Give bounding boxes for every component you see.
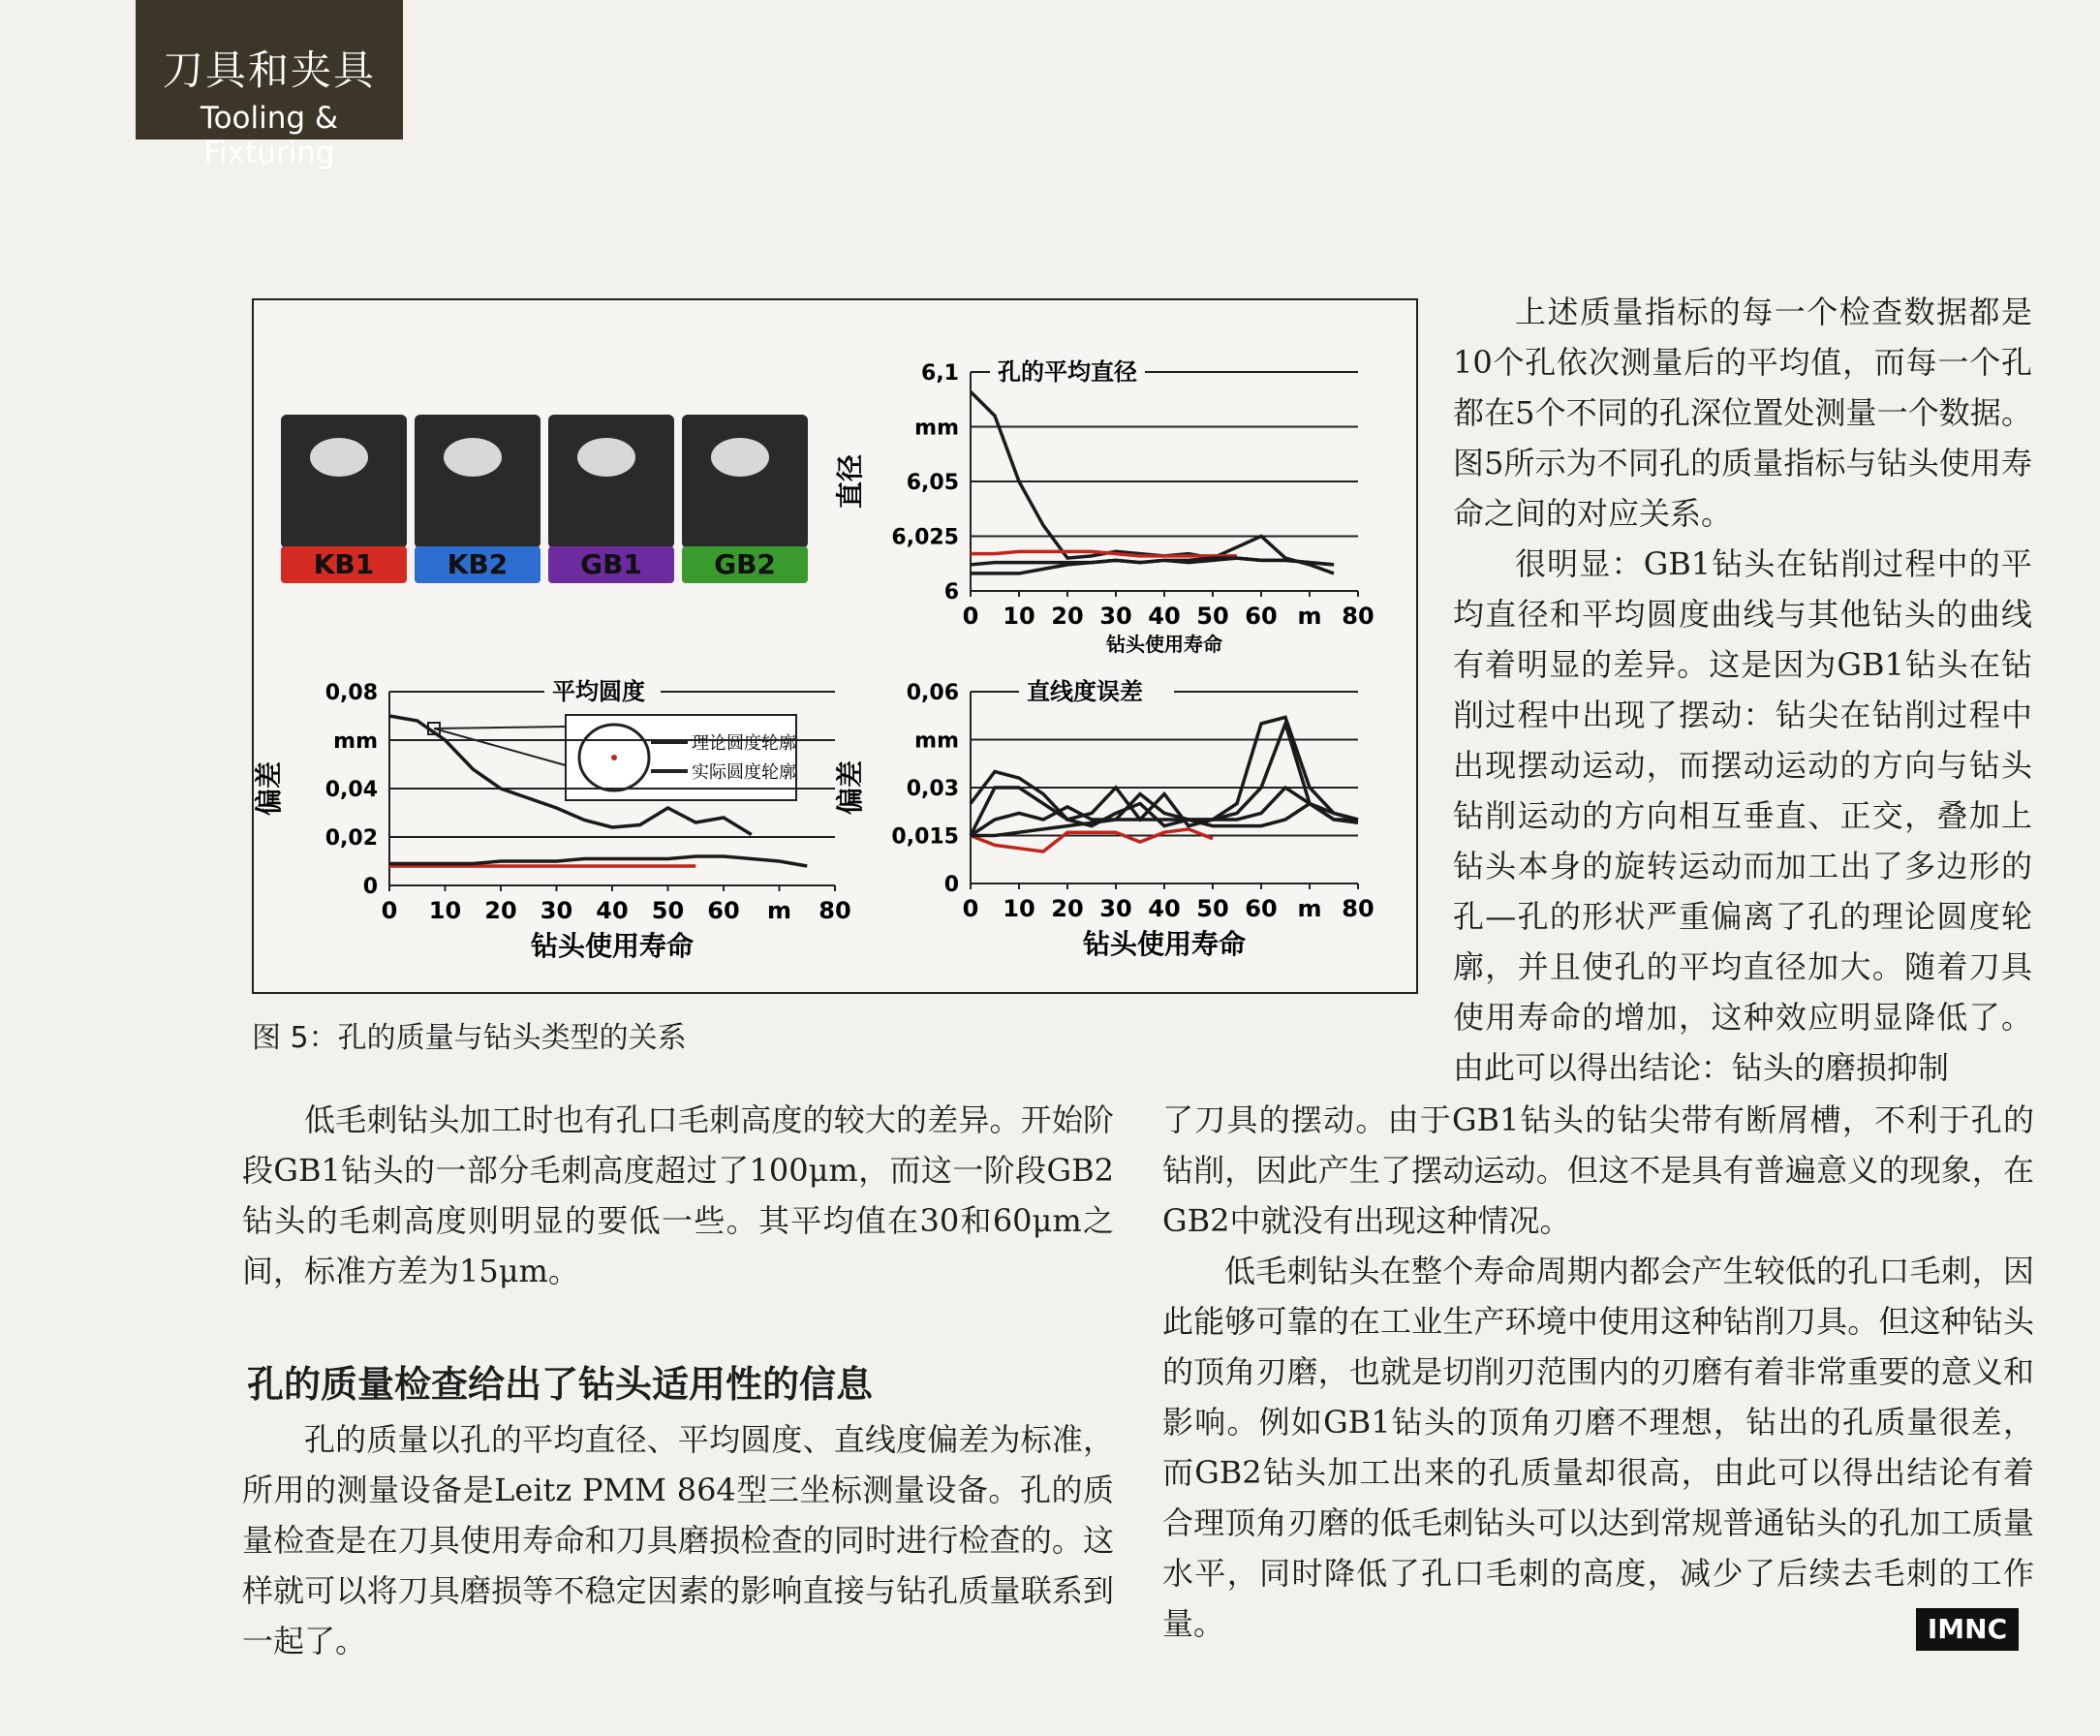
y-axis-label: 直径	[834, 453, 866, 510]
left-column-top	[242, 1095, 1114, 1296]
x-tick-label: 0	[962, 895, 979, 922]
drill-image-gb2	[682, 415, 808, 583]
x-tick-label: 30	[1099, 603, 1132, 630]
x-tick-label: 60	[1245, 895, 1278, 922]
chart-1	[834, 356, 1374, 656]
x-axis-label: 钻头使用寿命	[1106, 633, 1222, 656]
x-tick-label: 10	[428, 897, 462, 924]
right-column-bottom	[1162, 1095, 2034, 1649]
x-tick-label: 0	[962, 603, 979, 630]
x-tick-label: 60	[1245, 603, 1278, 630]
x-axis-label: 钻头使用寿命	[1082, 928, 1247, 960]
y-axis-label: 偏差	[834, 760, 866, 816]
x-tick-label: 80	[1342, 603, 1374, 630]
section-title: 孔的质量检查给出了钻头适用性的信息	[247, 1363, 874, 1406]
figure-svg	[254, 300, 1416, 992]
paragraph: 孔的质量以孔的平均直径、平均圆度、直线度偏差为标准，所用的测量设备是Leitz PMM 864型三坐标测量设备。孔的质量检查是在刀具使用寿命和刀具磨损检查的同时进行检查的。这样就可以将刀具磨损等不稳定因素的影响直接与钻孔质量联系到一起了。	[242, 1421, 1114, 1659]
series-line-1	[971, 391, 1334, 574]
y-tick-label: 0,03	[906, 777, 959, 801]
paragraph: 很明显：GB1钻头在钻削过程中的平均直径和平均圆度曲线与其他钻头的曲线有着明显的差异。这是因为GB1钻头在钻削过程中出现了摆动：钻尖在钻削过程中出现摆动运动，而摆动运动的方向与钻头钻削运动的方向相互垂直、正交，叠加上钻头本身的旋转运动而加工出了多边形的孔—孔的形状严重偏离了孔的理论圆度轮廓，并且使孔的平均直径加大。随着刀具使用寿命的增加，这种效应明显降低了。由此可以得出结论：钻头的磨损抑制	[1453, 545, 2032, 1086]
x-tick-label: 20	[484, 897, 517, 924]
figure-5	[252, 298, 1418, 994]
x-tick-label: 10	[1003, 603, 1035, 630]
chart-3	[834, 676, 1374, 960]
chart-title: 孔的平均直径	[998, 358, 1137, 386]
x-tick-label: 80	[818, 897, 851, 924]
x-tick-label: 10	[1003, 895, 1035, 922]
header-title-en: Tooling & Fixturing	[200, 101, 339, 170]
y-tick-label: 0,04	[324, 778, 378, 802]
y-tick-label: 6	[943, 580, 959, 604]
left-column-bottom	[242, 1414, 1114, 1666]
section-header	[136, 0, 403, 170]
x-tick-label: 80	[1342, 895, 1374, 922]
y-tick-label: mm	[333, 729, 378, 754]
x-tick-label: 30	[1099, 895, 1132, 922]
y-axis-label: 偏差	[254, 760, 285, 817]
drill-label: GB1	[580, 548, 642, 580]
y-tick-label: 0	[943, 873, 959, 897]
x-axis-label: 钻头使用寿命	[530, 930, 695, 962]
right-column-top	[1453, 287, 2032, 1093]
paragraph: 上述质量指标的每一个检查数据都是10个孔依次测量后的平均值，而每一个孔都在5个不同的孔深位置处测量一个数据。图5所示为不同孔的质量指标与钻头使用寿命之间的对应关系。	[1453, 294, 2032, 532]
x-tick-label: m	[766, 897, 792, 924]
x-tick-label: 40	[1148, 895, 1181, 922]
x-tick-label: 50	[651, 897, 685, 924]
x-tick-label: 50	[1196, 603, 1229, 630]
chart-title: 直线度误差	[1027, 678, 1143, 705]
y-tick-label: 0,06	[906, 681, 959, 705]
drill-image-gb1	[548, 415, 674, 583]
drill-image-kb2	[415, 415, 540, 583]
legend-theory: 理论圆度轮廓	[692, 733, 796, 754]
x-tick-label: 60	[707, 897, 740, 924]
y-tick-label: 0,015	[891, 824, 959, 850]
x-tick-label: 0	[381, 897, 398, 924]
y-tick-label: 6,05	[906, 471, 959, 495]
x-tick-label: 20	[1051, 895, 1084, 922]
header-title-zh: 刀具和夹具	[162, 46, 376, 94]
x-tick-label: 40	[596, 897, 629, 924]
x-tick-label: 50	[1196, 895, 1229, 922]
drill-label: GB2	[714, 548, 776, 580]
figure-caption: 图 5：孔的质量与钻头类型的关系	[252, 1021, 687, 1055]
y-tick-label: mm	[914, 728, 959, 754]
drill-label: KB1	[313, 548, 375, 580]
paragraph: 了刀具的摆动。由于GB1钻头的钻尖带有断屑槽，不利于孔的钻削，因此产生了摆动运动。但这不是具有普遍意义的现象，在GB2中就没有出现这种情况。	[1162, 1101, 2034, 1239]
paragraph: 低毛刺钻头在整个寿命周期内都会产生较低的孔口毛刺，因此能够可靠的在工业生产环境中使用这种钻削刀具。但这种钻头的顶角刃磨，也就是切削刃范围内的刃磨有着非常重要的意义和影响。例如GB1钻头的顶角刃磨不理想，钻出的孔质量很差，而GB2钻头加工出来的孔质量却很高，由此可以得出结论有着合理顶角刃磨的低毛刺钻头可以达到常规普通钻头的孔加工质量水平，同时降低了孔口毛刺的高度，减少了后续去毛刺的工作量。	[1162, 1253, 2034, 1642]
series-line-4	[971, 558, 1334, 574]
drill-image-kb1	[281, 415, 407, 583]
inset-legend	[428, 715, 796, 800]
y-tick-label: 0,08	[324, 681, 378, 705]
x-tick-label: 30	[540, 897, 573, 924]
drill-label: KB2	[447, 548, 509, 580]
legend-actual: 实际圆度轮廓	[692, 762, 796, 783]
y-tick-label: mm	[914, 416, 959, 441]
imnc-logo: IMNC	[1916, 1608, 2019, 1651]
y-tick-label: 0	[362, 875, 378, 899]
x-tick-label: m	[1297, 603, 1322, 630]
x-tick-label: m	[1297, 895, 1322, 922]
x-tick-label: 20	[1051, 603, 1084, 630]
x-tick-label: 40	[1148, 603, 1181, 630]
chart-title: 平均圆度	[552, 678, 645, 705]
y-tick-label: 0,02	[324, 826, 378, 851]
y-tick-label: 6,025	[891, 525, 959, 550]
y-tick-label: 6,1	[921, 361, 959, 386]
paragraph: 低毛刺钻头加工时也有孔口毛刺高度的较大的差异。开始阶段GB1钻头的一部分毛刺高度超过了100μm，而这一阶段GB2钻头的毛刺高度则明显的要低一些。其平均值在30和60μm之间，标准方差为15μm。	[242, 1101, 1114, 1289]
drill-images	[281, 415, 808, 583]
